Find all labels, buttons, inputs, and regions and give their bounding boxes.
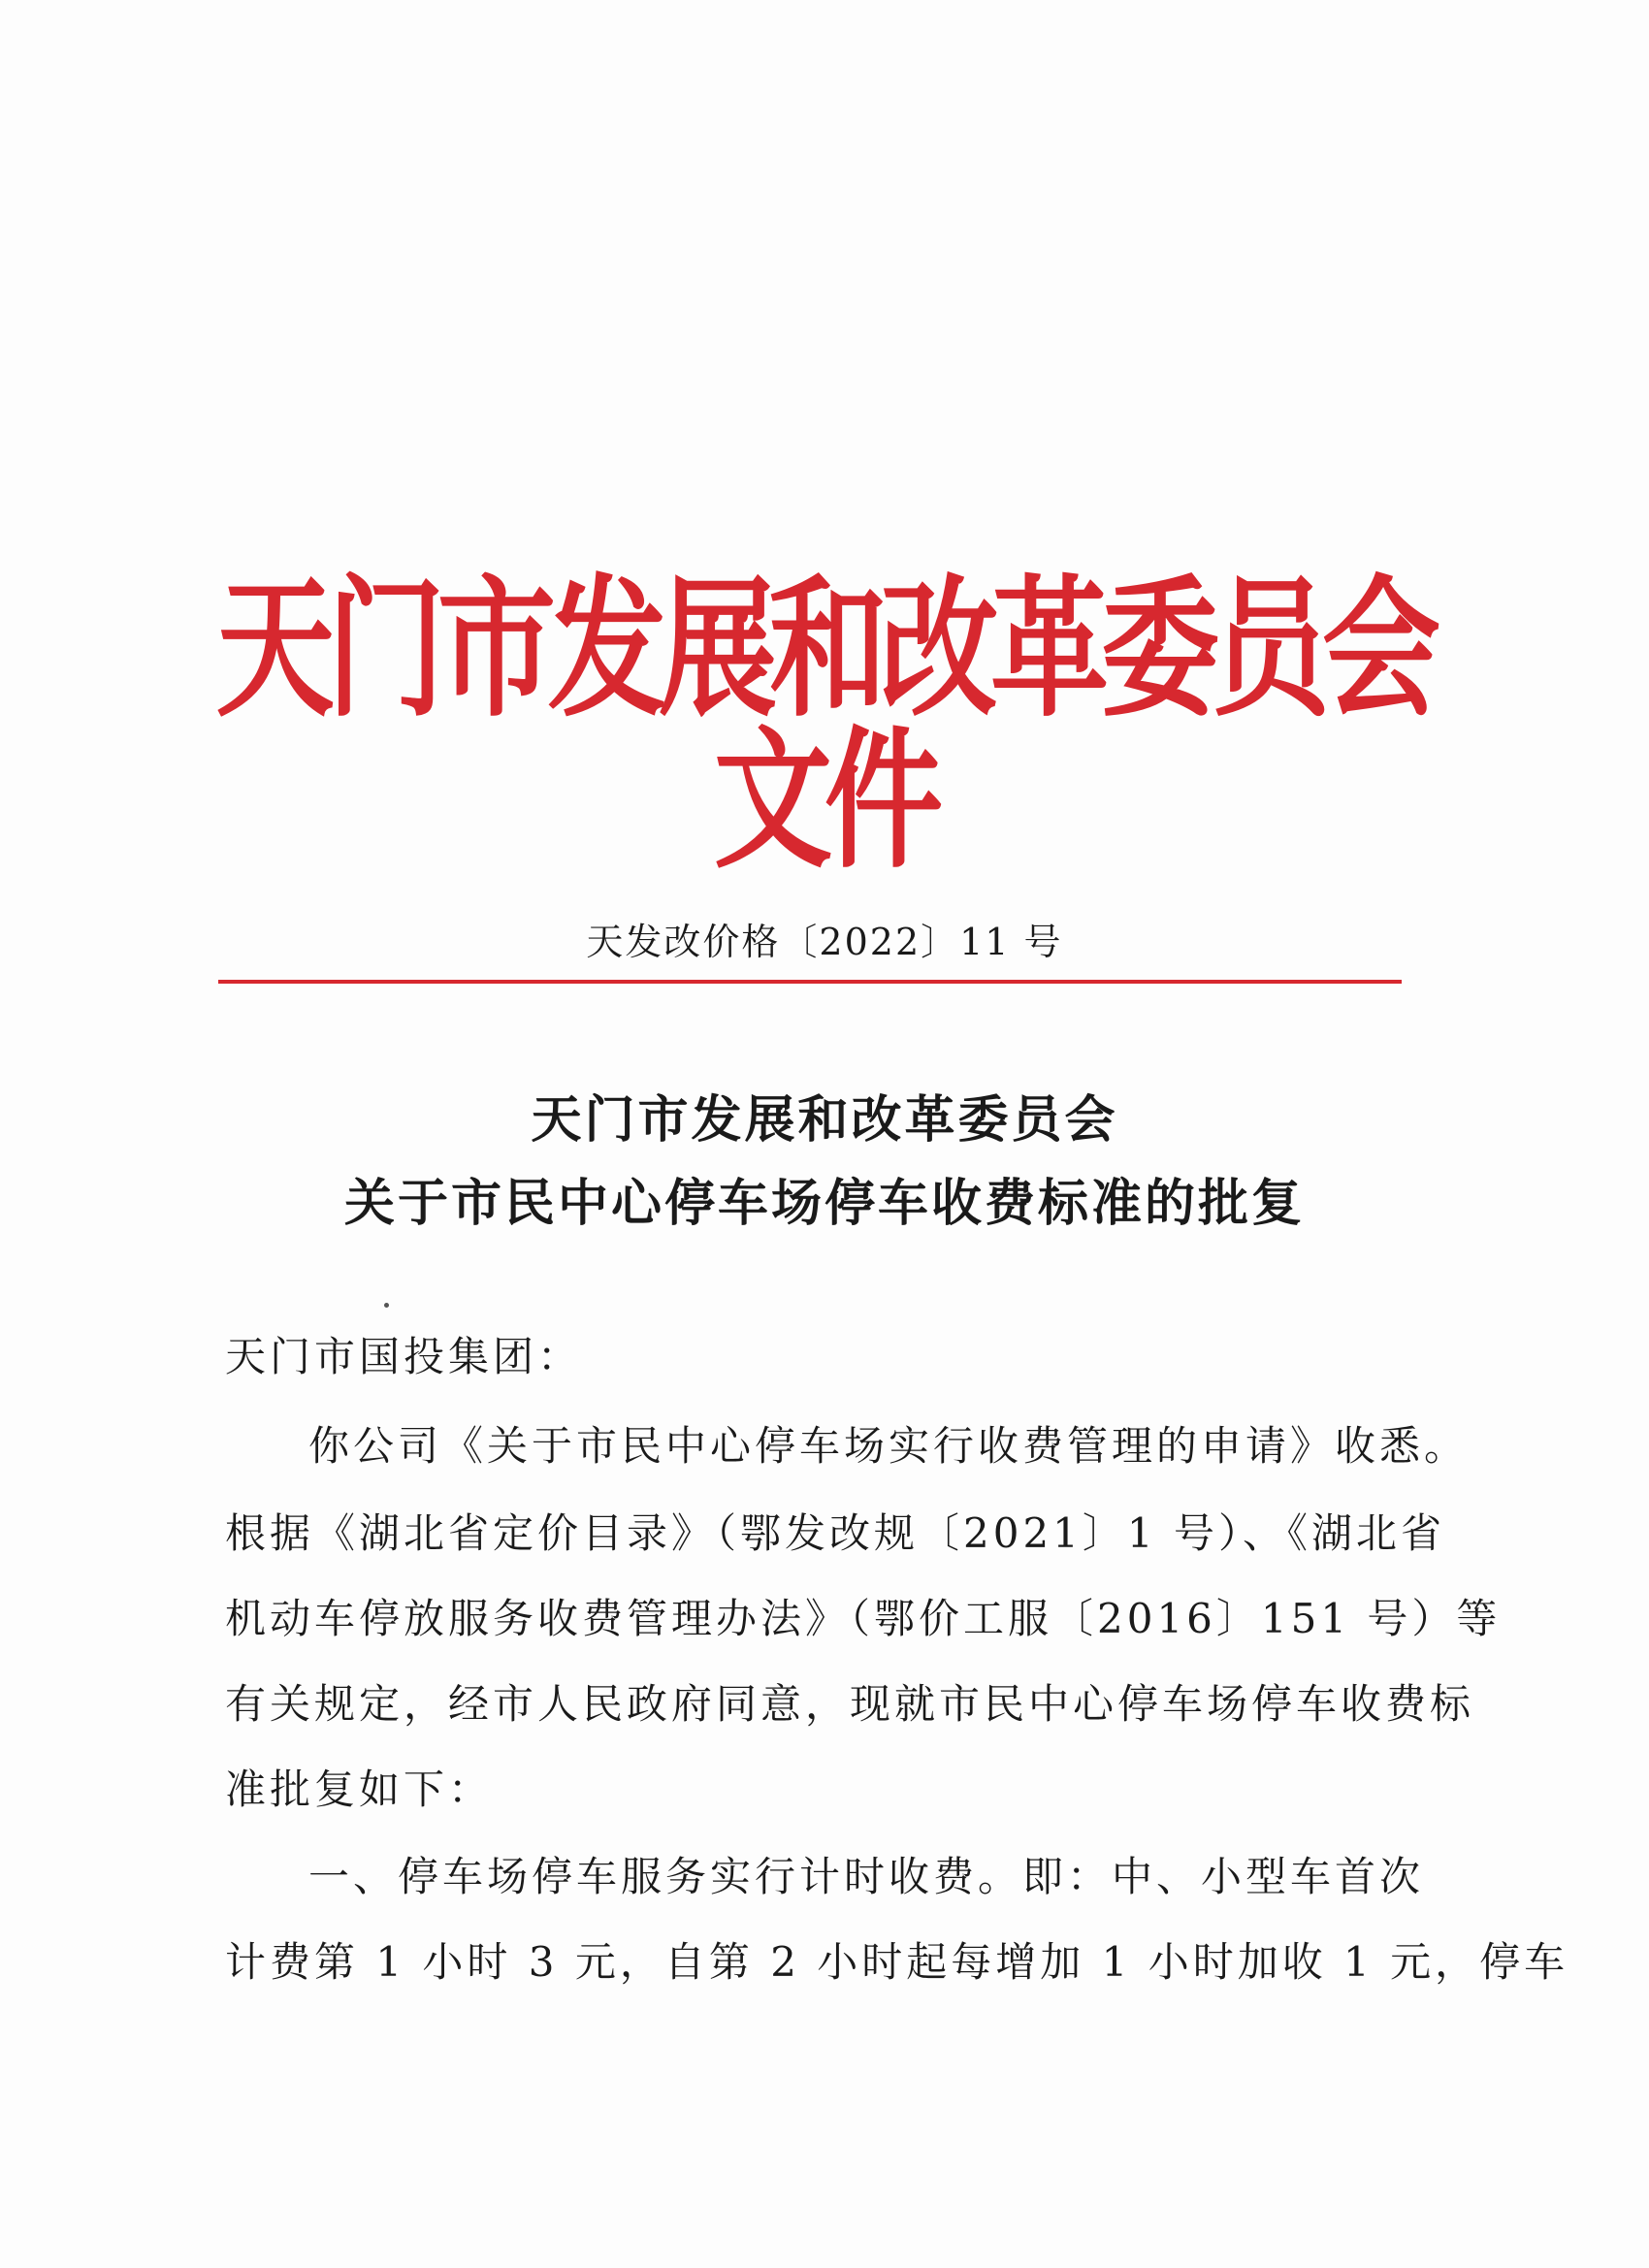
body-line-6: 一、停车场停车服务实行计时收费。即：中、小型车首次 [308,1853,1425,1900]
body-line-1: 你公司《关于市民中心停车场实行收费管理的申请》收悉。 [308,1422,1470,1470]
document-title-line-1: 天门市发展和改革委员会 [531,1091,1118,1150]
body-line-5: 准批复如下： [225,1766,494,1813]
body-line-3: 机动车停放服务收费管理办法》（鄂价工服〔2016〕151 号）等 [225,1595,1502,1642]
body-line-2: 根据《湖北省定价目录》（鄂发改规〔2021〕1 号）、《湖北省 [225,1509,1445,1557]
document-number: 天发改价格〔2022〕11 号 [586,921,1063,963]
header-divider [218,980,1402,984]
document-title-line-2: 关于市民中心停车场停车收费标准的批复 [343,1175,1305,1233]
stray-mark [384,1303,389,1308]
org-header-title: 天门市发展和改革委员会文件 [216,558,1433,890]
body-line-7: 计费第 1 小时 3 元，自第 2 小时起每增加 1 小时加收 1 元，停车 [225,1938,1569,1986]
body-line-4: 有关规定，经市人民政府同意，现就市民中心停车场停车收费标 [225,1680,1475,1728]
addressee: 天门市国投集团： [225,1333,583,1380]
